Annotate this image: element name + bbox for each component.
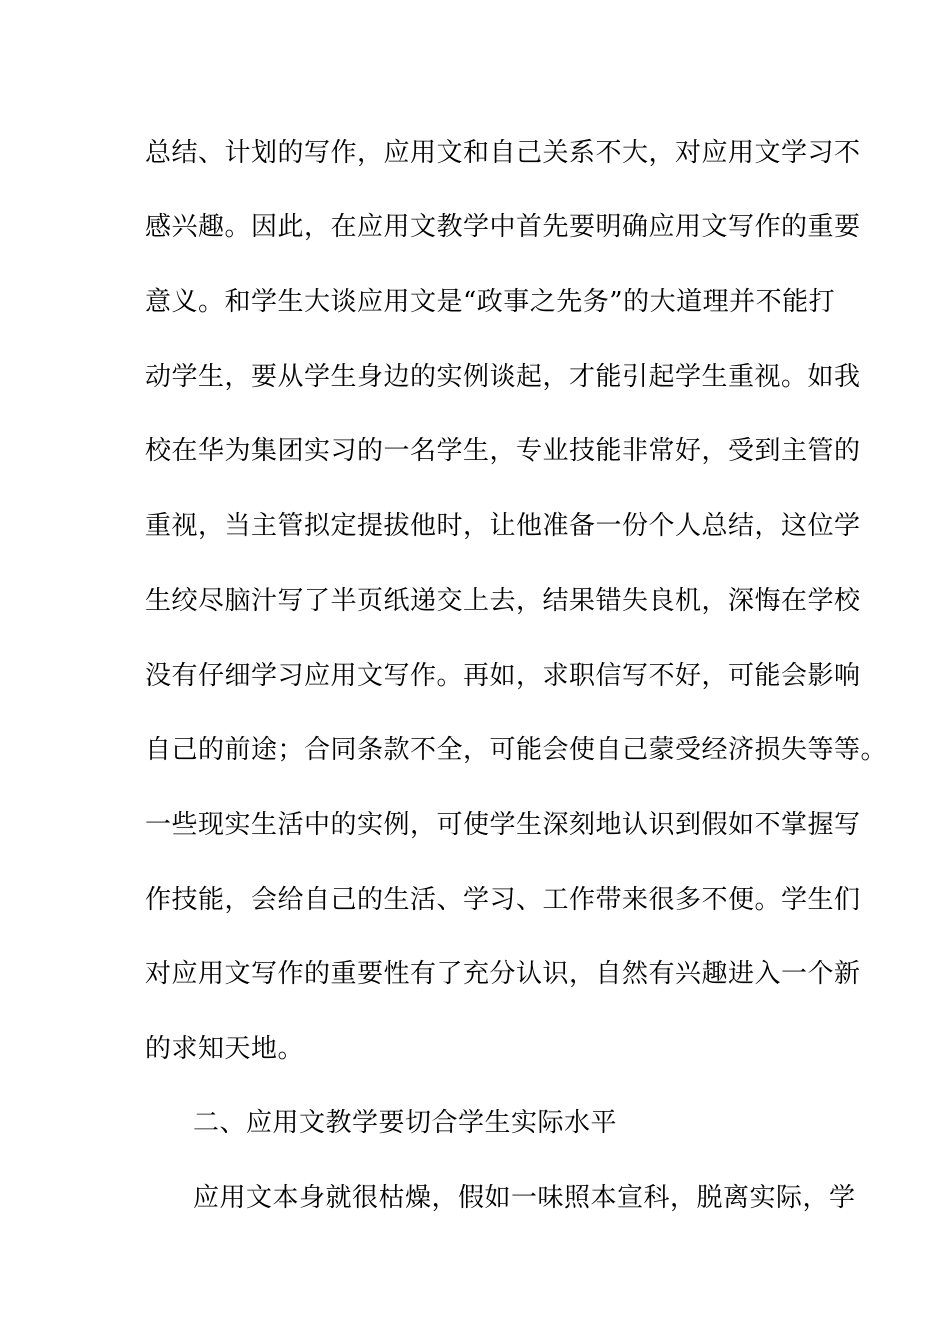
text-line: 动学生，要从学生身边的实例谈起，才能引起学生重视。如我 <box>145 362 861 392</box>
text-line: 对应用文写作的重要性有了充分认识，自然有兴趣进入一个新 <box>145 959 861 989</box>
text-line: 意义。和学生大谈应用文是“政事之先务”的大道理并不能打 <box>145 287 836 317</box>
text-line: 总结、计划的写作，应用文和自己关系不大，对应用文学习不 <box>145 138 861 168</box>
text-line: 一些现实生活中的实例，可使学生深刻地认识到假如不掌握写 <box>145 810 861 840</box>
text-line: 重视，当主管拟定提拔他时，让他准备一份个人总结，这位学 <box>145 511 861 541</box>
text-line: 作技能，会给自己的生活、学习、工作带来很多不便。学生们 <box>145 885 861 915</box>
text-line: 生绞尽脑汁写了半页纸递交上去，结果错失良机，深悔在学校 <box>145 586 861 616</box>
text-line: 自己的前途；合同条款不全，可能会使自己蒙受经济损失等等。 <box>145 735 888 765</box>
text-line: 感兴趣。因此，在应用文教学中首先要明确应用文写作的重要 <box>145 212 861 242</box>
text-line: 的求知天地。 <box>145 1034 305 1064</box>
text-line: 校在华为集团实习的一名学生，专业技能非常好，受到主管的 <box>145 436 861 466</box>
text-line: 没有仔细学习应用文写作。再如，求职信写不好，可能会影响 <box>145 661 861 691</box>
text-line: 应用文本身就很枯燥，假如一味照本宣科，脱离实际，学 <box>193 1183 856 1213</box>
section-heading: 二、应用文教学要切合学生实际水平 <box>193 1108 618 1138</box>
